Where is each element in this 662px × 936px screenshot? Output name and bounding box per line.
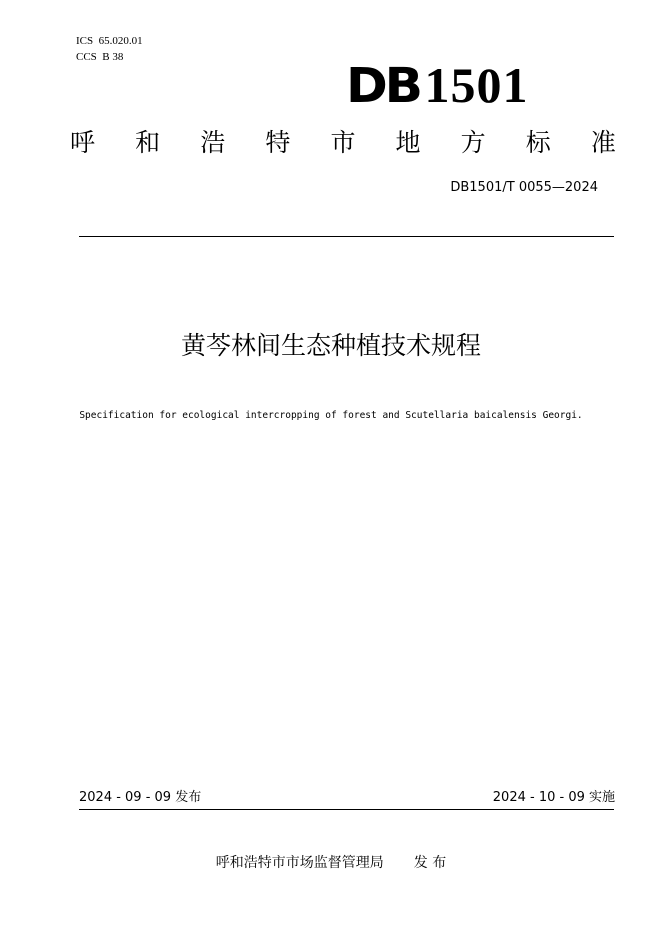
standard-type-char: 市 — [330, 128, 356, 157]
issuer — [0, 853, 662, 873]
db-logo-number: 1501 — [424, 57, 529, 113]
issue-date: 2024 - 09 - 09 发布 — [79, 790, 202, 805]
standard-code: DB1501/T 0055—2024 — [450, 180, 598, 195]
standard-type-char: 准 — [590, 128, 616, 157]
standard-type-char: 地 — [395, 128, 421, 157]
footer-divider — [79, 809, 614, 810]
implementation-date: 2024 - 10 - 09 实施 — [492, 790, 615, 805]
ics-code: ICS 65.020.01 — [76, 35, 143, 47]
standard-type-char: 方 — [460, 128, 486, 157]
classification-codes — [76, 33, 143, 65]
standard-type-char: 浩 — [200, 128, 226, 157]
standard-type-char: 和 — [135, 128, 161, 157]
standard-type-char: 标 — [525, 128, 551, 157]
db-logo-prefix: DB — [346, 58, 420, 114]
ccs-code: CCS B 38 — [76, 51, 124, 63]
issuer-name: 呼和浩特市市场监督管理局 — [215, 855, 384, 871]
standard-type-char: 呼 — [70, 128, 96, 157]
document-title-english: Specification for ecological intercropping of forest and Scutellaria baicalensis Georgi. — [79, 410, 583, 421]
header-divider — [79, 236, 614, 237]
db-logo — [346, 56, 528, 112]
document-title-chinese: 黄芩林间生态种植技术规程 — [180, 331, 481, 360]
issuer-action: 发 布 — [413, 855, 447, 871]
standard-type-char: 特 — [265, 128, 291, 157]
standard-type — [70, 126, 616, 160]
